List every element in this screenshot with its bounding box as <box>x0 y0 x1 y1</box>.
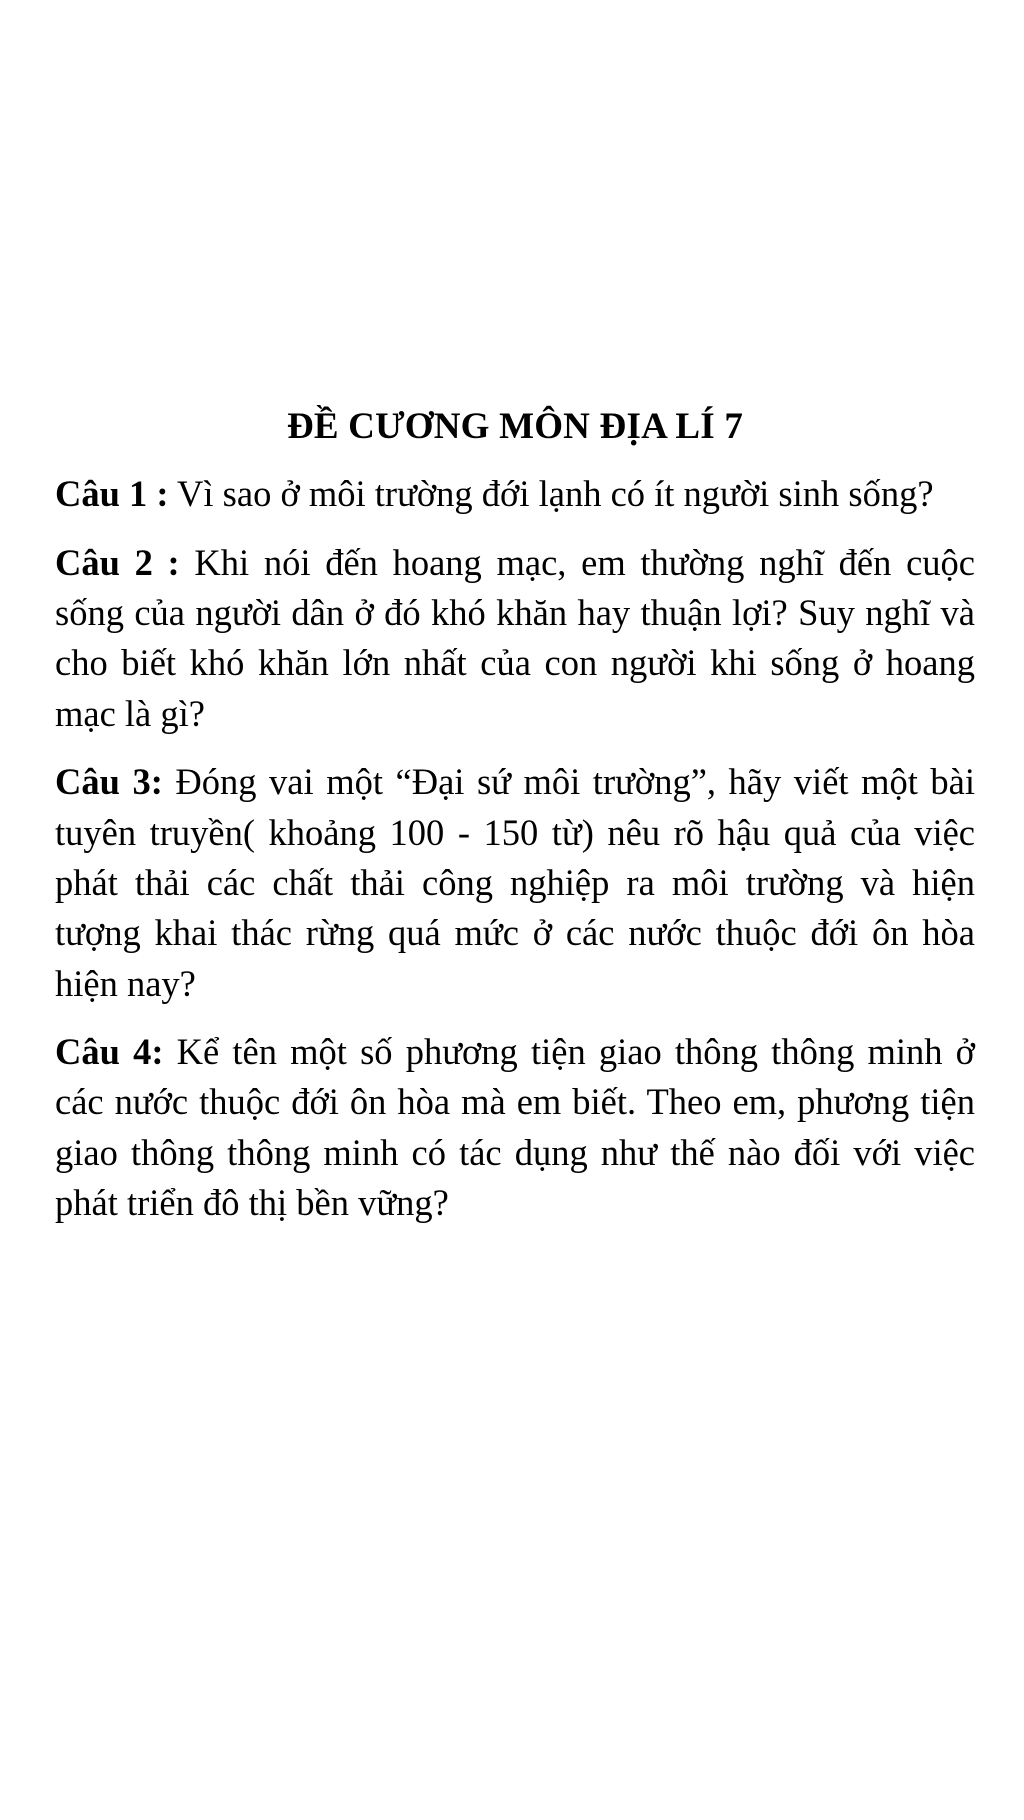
question-3 <box>55 757 975 1009</box>
question-label: Câu 4: <box>55 1030 164 1072</box>
question-text: Đóng vai một “Đại sứ môi trường”, hãy viết một bài tuyên truyền( khoảng 100 - 150 từ) nêu rõ hậu quả của việc phát thải các chất thải công nghiệp ra môi trường và hiện tượng khai thác rừng quá mức ở các nước thuộc đới ôn hòa hiện nay? <box>55 761 975 1004</box>
document-title: ĐỀ CƯƠNG MÔN ĐỊA LÍ 7 <box>286 406 744 447</box>
question-label: Câu 2 : <box>55 541 180 583</box>
document-page <box>55 405 975 1246</box>
question-text: Khi nói đến hoang mạc, em thường nghĩ đến cuộc sống của người dân ở đó khó khăn hay thuận lợi? Suy nghĩ và cho biết khó khăn lớn nhất của con người khi sống ở hoang mạc là gì? <box>55 541 975 734</box>
question-label: Câu 1 : <box>55 473 169 515</box>
question-1 <box>55 469 975 519</box>
question-text: Vì sao ở môi trường đới lạnh có ít người sinh sống? <box>177 473 934 515</box>
question-4 <box>55 1027 975 1228</box>
question-2 <box>55 538 975 739</box>
question-label: Câu 3: <box>55 761 163 803</box>
question-text: Kể tên một số phương tiện giao thông thông minh ở các nước thuộc đới ôn hòa mà em biết. Theo em, phương tiện giao thông thông minh có tác dụng như thế nào đối với việc phát triển đô thị bền vững? <box>55 1030 975 1224</box>
